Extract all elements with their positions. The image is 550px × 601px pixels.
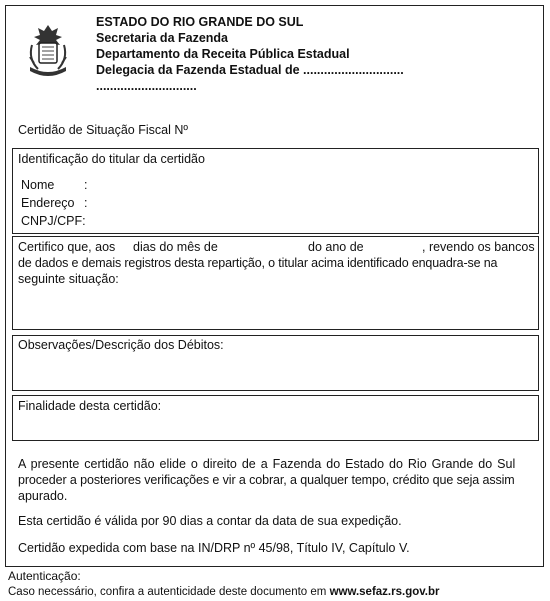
certify-line2: de dados e demais registros desta repartição, o titular acima identificado enquadra-se na [18,256,498,270]
certificate-number-label: Certidão de Situação Fiscal Nº [18,123,188,137]
header-delegacia-continued: ............................. [96,79,197,93]
address-colon: : [84,196,88,210]
authentication-label: Autenticação: [8,569,81,583]
header-state: ESTADO DO RIO GRANDE DO SUL [96,15,304,29]
certify-part3: do ano de [308,240,364,254]
notice-line2: proceder a posteriores verificações e vir a cobrar, a qualquer tempo, crédito que seja assim [18,473,515,487]
address-label: Endereço [21,196,75,210]
purpose-label: Finalidade desta certidão: [18,399,162,413]
header-secretariat: Secretaria da Fazenda [96,31,229,45]
verification-site-link[interactable]: www.sefaz.rs.gov.br [329,586,440,598]
certify-line3: seguinte situação: [18,272,119,286]
verification-note [8,586,439,598]
legal-basis-statement: Certidão expedida com base na IN/DRP nº 45/98, Título IV, Capítulo V. [18,541,410,555]
holder-section-title: Identificação do titular da certidão [18,152,205,166]
observations-label: Observações/Descrição dos Débitos: [18,338,224,352]
certify-part1: Certifico que, aos [18,240,116,254]
name-label: Nome [21,178,55,192]
certify-part4: , revendo os bancos [422,240,535,254]
cnpj-label: CNPJ/CPF: [21,214,86,228]
notice-line1: A presente certidão não elide o direito de a Fazenda do Estado do Rio Grande do Sul [18,457,516,471]
validity-statement: Esta certidão é válida por 90 dias a contar da data de sua expedição. [18,514,402,528]
certify-part2: dias do mês de [133,240,218,254]
header-delegacia: Delegacia da Fazenda Estadual de ............................. [96,63,404,77]
verification-text: Caso necessário, confira a autenticidade deste documento em [8,586,327,598]
header-department: Departamento da Receita Pública Estadual [96,47,350,61]
coat-of-arms-icon [26,23,70,77]
notice-line3: apurado. [18,489,68,503]
name-colon: : [84,178,88,192]
